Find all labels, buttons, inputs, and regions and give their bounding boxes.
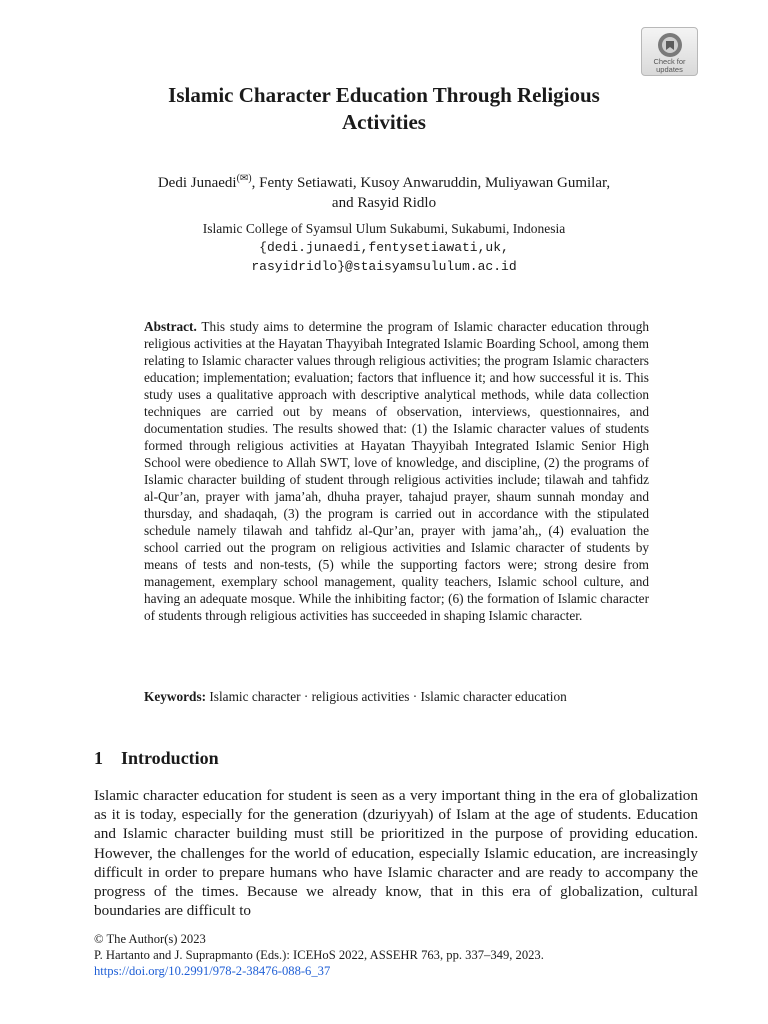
section-number: 1 <box>94 748 103 768</box>
doi-link[interactable]: https://doi.org/10.2991/978-2-38476-088-6_37 <box>94 964 331 978</box>
title-line2: Activities <box>342 110 426 134</box>
author-emails <box>110 238 658 276</box>
author-rest: , Fenty Setiawati, Kusoy Anwaruddin, Muliyawan Gumilar, <box>251 175 611 191</box>
abstract-label: Abstract. <box>144 319 197 334</box>
keywords-text: Islamic character · religious activities · Islamic character education <box>209 689 567 704</box>
paper-title <box>60 82 708 136</box>
badge-label-line1: Check for <box>653 57 686 66</box>
email-line1: {dedi.junaedi,fentysetiawati,uk, <box>259 240 509 255</box>
introduction-paragraph: Islamic character education for student is seen as a very important thing in the era of globalization as it is today, especially for the generation (dzuriyyah) of Islam at the age of students. Education and Islamic character building must still be prioritized in the purpose of providing education. However, the challenges for the world of education, especially Islamic education, are increasingly difficult in order to prepare humans who have Islamic character and are ready to accompany the progress of the times. Because we already know, that in this era of globalization, cultural boundaries are difficult to <box>94 787 698 920</box>
check-for-updates-icon <box>657 32 683 58</box>
email-line2: rasyidridlo}@staisyamsululum.ac.id <box>251 259 517 274</box>
section-heading-introduction <box>94 746 674 770</box>
author-first: Dedi Junaedi <box>157 175 237 191</box>
author-last: and Rasyid Ridlo <box>331 195 437 211</box>
abstract <box>144 318 649 624</box>
keywords <box>144 688 649 705</box>
author-list <box>110 169 658 213</box>
keywords-label: Keywords: <box>144 689 207 704</box>
citation-line: P. Hartanto and J. Suprapmanto (Eds.): ICEHoS 2022, ASSEHR 763, pp. 337–349, 2023. <box>94 948 544 962</box>
check-for-updates-badge[interactable] <box>641 27 698 76</box>
affiliation: Islamic College of Syamsul Ulum Sukabumi, Sukabumi, Indonesia <box>202 221 566 236</box>
corresponding-author-mark: (✉) <box>236 173 252 184</box>
page-footer <box>94 931 698 979</box>
badge-label-line2: updates <box>656 65 683 74</box>
section-title: Introduction <box>121 748 219 768</box>
abstract-text: This study aims to determine the program of Islamic character education through religious activities at the Hayatan Thayyibah Integrated Islamic Boarding School, among them relating to Islamic character values through religious activities; the program Islamic characters education; implementation; evaluation; factors that influence it; and how successful it is. This study uses a qualitative approach with descriptive analytical methods, while data collection techniques are carried out by means of observation, interviews, questionnaires, and documentation studies. The results showed that: (1) the Islamic character values of students formed through religious activities at Hayatan Thayyibah Integrated Islamic Senior High School were obedience to Allah SWT, love of knowledge, and discipline, (2) the programs of Islamic character building of student through religious activities include; tilawah and tahfidz al-Qur’an, prayer with jama’ah, dhuha prayer, tahajud prayer, shaum sunnah monday and thursday, and shadaqah, (3) the program is carried out in accordance with the stipulated schedule namely tilawah and tahfidz al-Qur’an, prayer with jama’ah,, (4) evaluation the school carried out the program on religious activities and Islamic character of students by means of tests and non-tests, (5) while the supporting factors were; strong desire from management, exemplary school management, quality teachers, Islamic school culture, and having an adequate mosque. While the inhibiting factor; (6) the formation of Islamic character of students through religious activities has succeeded in shaping Islamic character. <box>144 319 649 623</box>
copyright-notice: © The Author(s) 2023 <box>94 932 206 946</box>
title-line1: Islamic Character Education Through Religious <box>168 83 600 107</box>
